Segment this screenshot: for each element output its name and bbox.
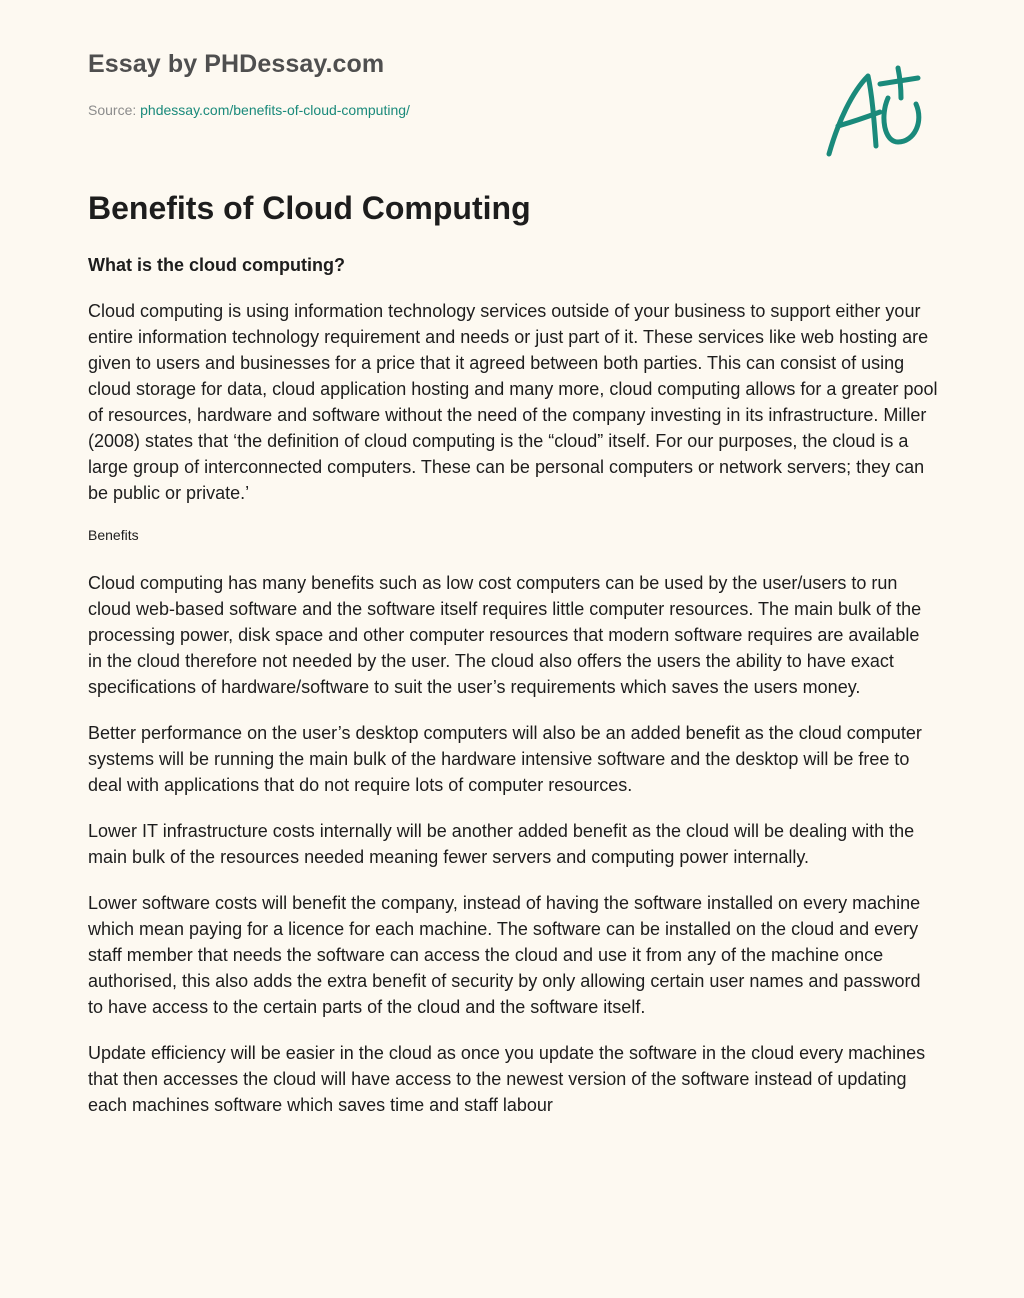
benefit-paragraph: Lower software costs will benefit the company, instead of having the software installed on every machine which mean paying for a licence for each machine. The software can be installed on the cloud and every staff member that needs the software can access the cloud and use it from any of the machine once authorised, this also adds the extra benefit of security by only allowing certain user names and password to have access to the certain parts of the cloud and the software itself. [88,893,921,1017]
intro-paragraph: Cloud computing is using information technology services outside of your business to support either your entire information technology requirement and needs or just part of it. These services like web hosting are given to users and businesses for a price that it agreed between both parties. This can consist of using cloud storage for data, cloud application hosting and many more, cloud computing allows for a greater pool of resources, hardware and software without the need of the company investing in its infrastructure. Miller (2008) states that ‘the definition of cloud computing is the “cloud” itself. For our purposes, the cloud is a large group of interconnected computers. These can be personal computers or network servers; they can be public or private.’ [88,301,938,503]
benefit-paragraph: Cloud computing has many benefits such as low cost computers can be used by the user/users to run cloud web-based software and the software itself requires little computer resources. The main bulk of the processing power, disk space and other computer resources that modern software requires are available in the cloud therefore not needed by the user. The cloud also offers the users the ability to have exact specifications of hardware/software to suit the user’s requirements which saves the users money. [88,573,922,697]
source-line [88,102,410,118]
a-plus-grade-icon [824,64,928,160]
benefit-paragraph: Lower IT infrastructure costs internally will be another added benefit as the cloud will be dealing with the main bulk of the resources needed meaning fewer servers and computing power internally. [88,821,915,867]
essay-title: Benefits of Cloud Computing [88,190,531,226]
benefit-paragraph: Update efficiency will be easier in the cloud as once you update the software in the cloud every machines that then accesses the cloud will have access to the newest version of the software instead of updating each machines software which saves time and staff labour [88,1043,926,1115]
benefits-heading: Benefits [88,527,139,543]
essay-body [88,254,938,1138]
benefit-paragraph: Better performance on the user’s desktop computers will also be an added benefit as the cloud computer systems will be running the main bulk of the hardware intensive software and the desktop will be free to deal with applications that do not require lots of computer resources. [88,723,922,795]
site-brand: Essay by PHDessay.com [88,50,385,78]
question-heading: What is the cloud computing? [88,255,345,275]
source-label: Source: [88,102,141,118]
source-link[interactable]: phdessay.com/benefits-of-cloud-computing/ [140,102,410,118]
